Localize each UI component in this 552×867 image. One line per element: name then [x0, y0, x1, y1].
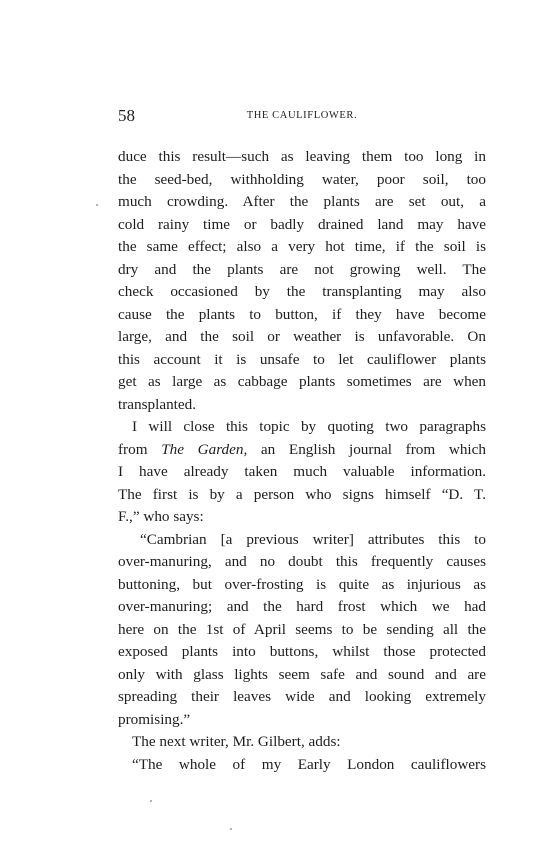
text-fragment: from — [118, 440, 162, 458]
running-head: THE CAULIFLOWER. — [246, 110, 358, 121]
text-line: duce this result—such as leaving them too long in — [118, 148, 486, 165]
text-line: over-manuring; and the hard frost which we had — [118, 598, 486, 615]
text-line: check occasioned by the transplanting may also — [118, 283, 486, 300]
text-line: exposed plants into buttons, whilst those protected — [118, 643, 486, 660]
text-line: cold rainy time or badly drained land may have — [118, 215, 486, 233]
paper-speck — [150, 800, 152, 802]
text-line: large, and the soil or weather is unfavorable. On — [118, 328, 486, 345]
text-line: cause the plants to button, if they have become — [118, 305, 486, 323]
text-line: get as large as cabbage plants sometimes are when — [118, 373, 486, 390]
text-line: the same effect; also a very hot time, if the soil is — [118, 238, 486, 255]
body-text — [118, 146, 486, 776]
text-line: much crowding. After the plants are set out, a — [118, 193, 486, 210]
text-line: this account it is unsafe to let cauliflower plants — [118, 350, 486, 368]
text-line: buttoning, but over-frosting is quite as injurious as — [118, 575, 486, 593]
text-line: promising.” — [118, 710, 191, 728]
text-line: “The whole of my Early London cauliflowers — [132, 755, 486, 773]
page-number: 58 — [118, 106, 135, 125]
paper-speck — [96, 204, 98, 206]
text-line: “Cambrian [a previous writer] attributes this to — [140, 530, 486, 548]
text-line: spreading their leaves wide and looking extremely — [118, 688, 486, 705]
text-fragment: , an English journal from which — [243, 440, 486, 458]
text-line: transplanted. — [118, 395, 197, 413]
text-line: I will close this topic by quoting two paragraphs — [132, 418, 486, 435]
text-line: The next writer, Mr. Gilbert, adds: — [132, 733, 341, 750]
text-line: the seed-bed, withholding water, poor soil, too — [118, 170, 486, 188]
text-line: only with glass lights seem safe and sound and are — [118, 665, 486, 683]
text-line: F.,” who says: — [118, 508, 204, 525]
text-line: over-manuring, and no doubt this frequently causes — [118, 553, 486, 570]
text-line: here on the 1st of April seems to be sending all the — [118, 620, 486, 638]
text-line: dry and the plants are not growing well. The — [118, 260, 486, 278]
text-line: I have already taken much valuable information. — [118, 463, 486, 480]
text-line — [118, 439, 486, 462]
paper-speck — [230, 828, 232, 830]
text-line: The first is by a person who signs himself “D. T. — [118, 485, 486, 503]
page-header — [118, 106, 486, 128]
journal-title: The Garden — [161, 440, 244, 458]
